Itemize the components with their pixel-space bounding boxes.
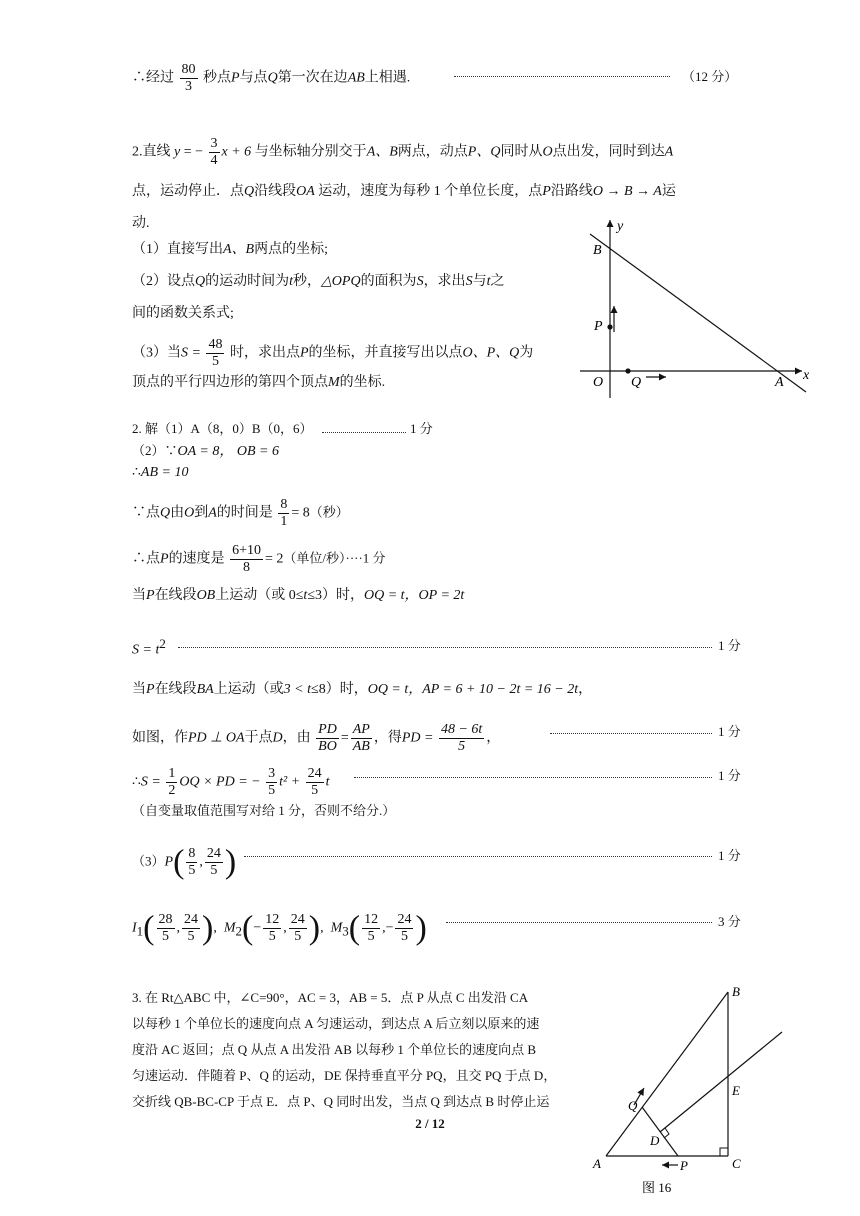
problem3-line5: 交折线 QB-BC-CP 于点 E．点 P、Q 同时出发，当点 Q 到达点 B 时停止运 (132, 1094, 550, 1109)
problem3-line4: 匀速运动．伴随着 P、Q 的运动，DE 保持垂直平分 PQ，且交 PQ 于点 D， (132, 1068, 557, 1083)
figure-caption: 图 16 (642, 1180, 672, 1195)
question3-line1: （3）当S = $\frac{48}{5}$ 时，求出点P的坐标，并直接写出以点O、P、Q为 (132, 337, 534, 369)
label-d: D (650, 1133, 660, 1148)
point-p (607, 324, 612, 329)
sol-line8: 当P在线段BA上运动（或3 < t≤8）时，OQ = t，AP = 6 + 10 − 2t = 16 − 2t， (132, 682, 593, 697)
page-number: 2 / 12 (415, 1116, 445, 1131)
label-x: x (803, 368, 810, 383)
leader-dots (354, 777, 712, 778)
score: 1 分 (718, 638, 741, 653)
leader-dots (550, 733, 712, 734)
right-angle-c (720, 1148, 728, 1156)
label-p: P (680, 1158, 688, 1173)
problem3-line2: 以每秒 1 个单位长的速度向点 A 匀速运动，到达点 A 后立刻以原来的速 (132, 1016, 540, 1031)
leader-dots (322, 432, 406, 433)
sol-line4: ∵点Q由O到A的时间是 $\frac{8}{1}$ = 8（秒） (132, 497, 349, 529)
score: 1 分 (718, 848, 741, 863)
label-q: Q (631, 375, 642, 390)
score: （12 分） (682, 69, 738, 84)
question1: （1）直接写出A、B两点的坐标; (132, 242, 328, 257)
label-a: A (593, 1156, 601, 1171)
problem3-line3: 度沿 AC 返回；点 Q 从点 A 出发沿 AB 以每秒 1 个单位长的速度向点 B (132, 1042, 537, 1057)
sol-line10: ∴S = $\frac{1}{2}$ OQ × PD = − $\frac{3}{5}$ t² + $\frac{24}{5}$ t (132, 766, 330, 798)
sol-line3: ∴AB = 10 (132, 465, 189, 480)
fraction: $\frac{80}{3}$ (181, 62, 196, 94)
line-ab (590, 234, 806, 392)
sol-line6: 当P在线段OB上运动（或 0≤t≤3）时，OQ = t，OP = 2t (132, 588, 465, 603)
label-o: O (593, 375, 604, 390)
leader-dots (454, 76, 670, 77)
problem2-line1: 2.直线 y = − $\frac{3}{4}$ x + 6 与坐标轴分别交于A、B两点，动点P、Q同时从O点出发，同时到达A (132, 136, 674, 168)
top-line: ∴经过 $\frac{80}{3}$ 秒点P与点Q第一次在边AB上相遇. (132, 62, 411, 94)
label-b: B (732, 984, 740, 999)
sol-line12: （3）P( $\frac{8}{5}$ , $\frac{24}{5}$ ) (132, 843, 237, 881)
leader-dots (446, 922, 712, 923)
point-q (625, 368, 630, 373)
triangle-figure (590, 980, 790, 1202)
leader-dots (178, 647, 712, 648)
sol-line9: 如图，作PD ⊥ OA于点D，由 $\frac{PD}{BO}$ = $\frac{AP}{AB}$ ，得PD = $\frac{48 - 6t}{5}$ ， (132, 722, 501, 754)
sol-line13: $I_1$( $\frac{28}{5}$ , $\frac{24}{5}$ ), $M_2(-$ $\frac{12}{5}$ , $\frac{24}{5}$ ), $M_3$( $\frac{12}{5}$ ,− $\frac{24}{5}$ ) (132, 909, 427, 947)
label-b: B (593, 243, 602, 258)
sol-note: （自变量取值范围写对给 1 分，否则不给分.） (132, 803, 396, 818)
sol-line2: （2）∵OA = 8， OB = 6 (132, 443, 279, 459)
score: 1 分 (718, 768, 741, 783)
label-c: C (732, 1156, 741, 1171)
sol-line5: ∴点P的速度是 $\frac{6+10}{8}$ = 2（单位/秒）····1 分 (132, 543, 386, 575)
score: 1 分 (410, 421, 433, 436)
label-q: Q (628, 1098, 638, 1113)
label-e: E (732, 1083, 740, 1098)
coordinate-figure (580, 214, 820, 400)
problem3-line1: 3. 在 Rt△ABC 中，∠C=90°，AC = 3，AB = 5．点 P 从点 C 出发沿 CA (132, 990, 529, 1005)
sol-line1: 2. 解（1）A（8，0）B（0，6） (132, 421, 313, 436)
question3-line2: 顶点的平行四边形的第四个顶点M的坐标. (132, 375, 386, 390)
label-y: y (617, 219, 624, 234)
label-p: P (594, 319, 603, 334)
problem2-line3: 动. (132, 216, 150, 231)
label-a: A (775, 375, 784, 390)
problem2-line2: 点，运动停止．点Q沿线段OA 运动，速度为每秒 1 个单位长度，点P沿路线O → B → A运 (132, 184, 676, 199)
score: 1 分 (718, 724, 741, 739)
leader-dots (244, 856, 712, 857)
question2-line2: 间的函数关系式; (132, 306, 234, 321)
score: 3 分 (718, 914, 741, 929)
question2-line1: （2）设点Q的运动时间为t秒，△OPQ的面积为S，求出S与t之 (132, 274, 505, 289)
sol-line7: $S = t^2$ (132, 636, 166, 658)
